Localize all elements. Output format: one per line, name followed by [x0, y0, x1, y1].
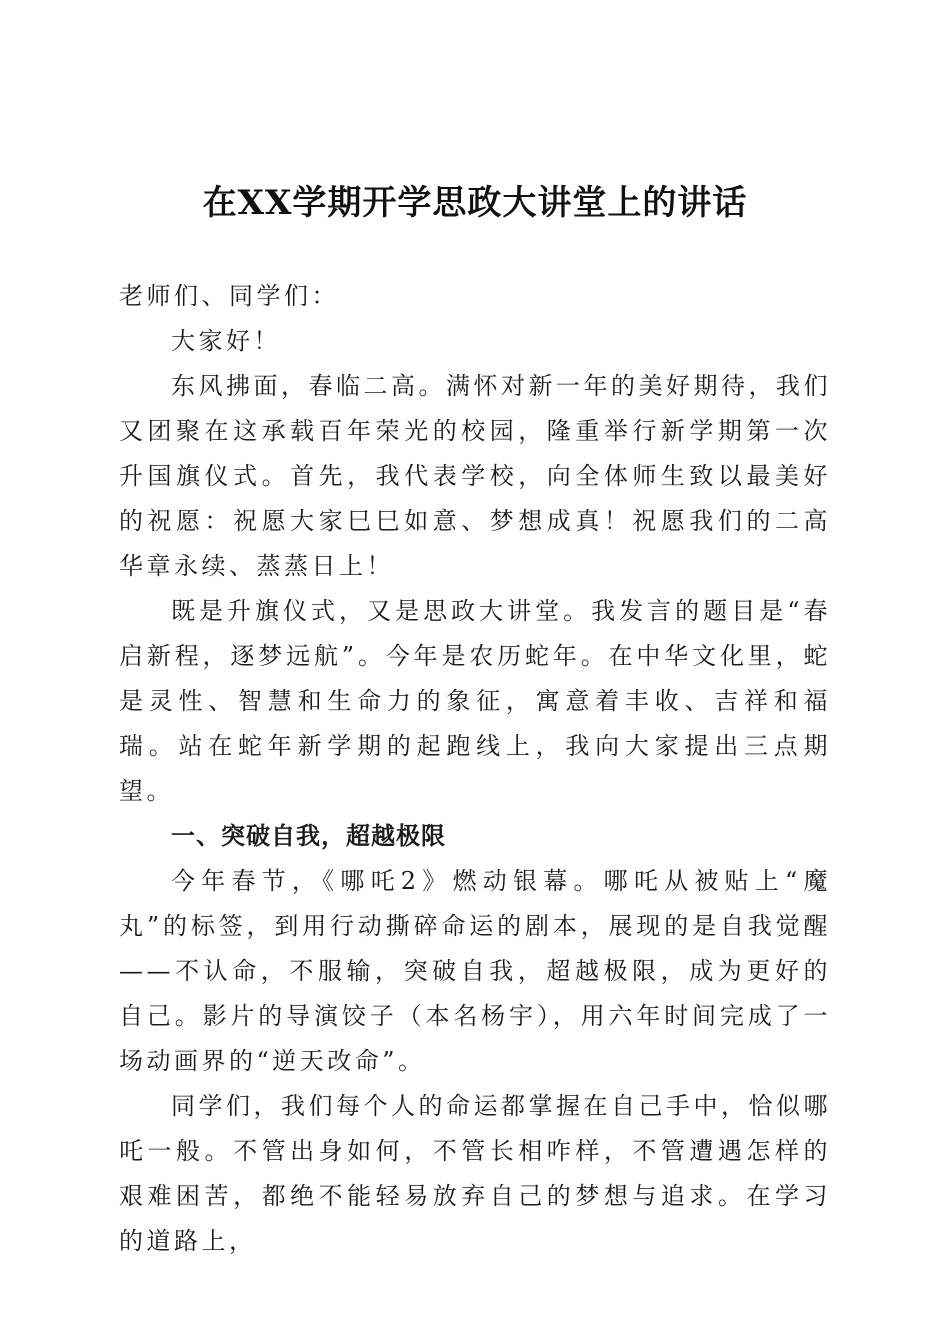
intro-paragraph-1: 东风拂面，春临二高。满怀对新一年的美好期待，我们又团聚在这承载百年荣光的校园，隆重举行新学期第一次升国旗仪式。首先，我代表学校，向全体师生致以最美好的祝愿：祝愿大家巳巳如意、梦想成真！祝愿我们的二高华章永续、蒸蒸日上！: [119, 372, 831, 580]
page-title: 在XX学期开学思政大讲堂上的讲话: [202, 183, 748, 223]
section-heading: 一、突破自我，超越极限: [171, 822, 446, 850]
section-paragraph-1: 今年春节，《哪吒2》燃动银幕。哪吒从被贴上“魔丸”的标签，到用行动撕碎命运的剧本，展现的是自我觉醒——不认命，不服输，突破自我，超越极限，成为更好的自己。影片的导演饺子（本名杨宇），用六年时间完成了一场动画界的“逆天改命”。: [119, 867, 831, 1075]
intro-paragraph-2: 既是升旗仪式，又是思政大讲堂。我发言的题目是“春启新程，逐梦远航”。今年是农历蛇年。在中华文化里，蛇是灵性、智慧和生命力的象征，寓意着丰收、吉祥和福瑞。站在蛇年新学期的起跑线上，我向大家提出三点期望。: [119, 597, 831, 805]
section-paragraph-2: 同学们，我们每个人的命运都掌握在自己手中，恰似哪吒一般。不管出身如何，不管长相咋样，不管遭遇怎样的艰难困苦，都绝不能轻易放弃自己的梦想与追求。在学习的道路上，: [119, 1092, 831, 1255]
speech-body: [119, 274, 831, 1264]
greeting: 大家好！: [171, 327, 281, 355]
salutation: 老师们、同学们：: [119, 282, 339, 310]
